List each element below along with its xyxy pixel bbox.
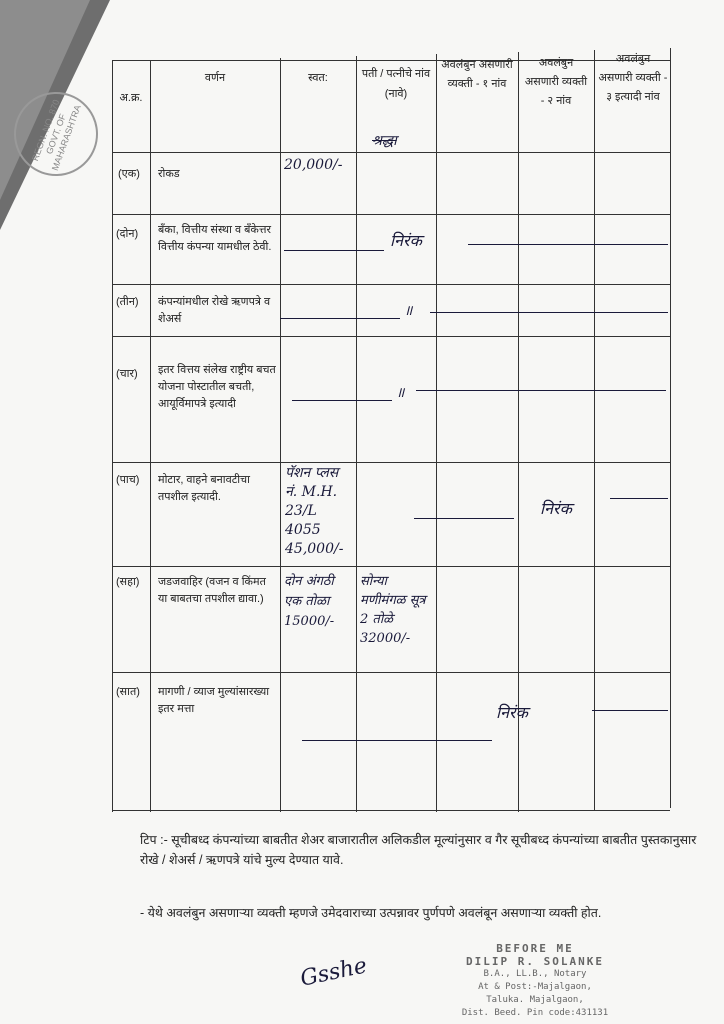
row-number: (सात) [116, 686, 140, 698]
row-number: (एक) [118, 168, 140, 180]
handwritten-jewelry-self: दोन अंगठी एक तोळा 15000/- [284, 574, 335, 629]
notary-line: B.A., LL.B., Notary [483, 969, 587, 979]
row-description: इतर वित्तय संलेख राष्ट्रीय बचत योजना पोस्टातील बचती, आयूर्विमापत्रे इत्यादी [158, 364, 276, 410]
row-description: मागणी / व्याज मुल्यांसारख्या इतर मत्ता [158, 686, 270, 715]
notary-name: DILIP R. SOLANKE [466, 955, 604, 968]
row-description: मोटार, वाहने बनावटीचा तपशील इत्यादी. [158, 474, 250, 503]
header-dependent-2: अवलंबुन असणारी व्यक्ती - २ नांव [524, 57, 588, 107]
handwritten-vehicle-details: पॅशन प्लस नं. M.H. 23/L 4055 45,000/- [285, 465, 344, 557]
notary-line: At & Post:-Majalgaon, [478, 982, 592, 992]
handwritten-entry: निरंक [496, 703, 528, 722]
handwritten-jewelry-spouse: सोन्या मणीमंगळ सूत्र 2 तोळे 32000/- [360, 574, 426, 646]
row-description: रोकड [158, 168, 180, 180]
row-number: (सहा) [116, 576, 140, 588]
notary-line: Dist. Beed. Pin code:431131 [461, 1008, 609, 1018]
row-description: बँका, वित्तीय संस्था व बँकेत्तर वित्तीय कंपन्या यामधील ठेवी. [158, 224, 272, 253]
row-number: (दोन) [116, 228, 139, 240]
header-description: वर्णन [204, 72, 226, 84]
notary-line: Taluka. Majalgaon, [486, 995, 584, 1005]
handwritten-ditto: ॥ [404, 303, 413, 319]
deponent-signature: Gsshe [298, 953, 370, 992]
row-description: कंपन्यांमधील रोखे ऋणपत्रे व शेअर्स [158, 296, 271, 325]
notary-stamp [440, 942, 630, 1020]
handwritten-spouse-name: श्रद्धा [372, 133, 397, 149]
row-number: (पाच) [116, 474, 140, 486]
handwritten-entry: निरंक [540, 499, 572, 518]
government-seal: REGN. NO. 870 GOVT. OF MAHARASHTRA [2, 80, 110, 188]
header-dependent-1: अवलंबुन असणारी व्यक्ती - १ नांव [441, 59, 513, 90]
header-serial: अ.क्र. [119, 92, 143, 104]
row-description: जडजवाहिर (वजन व किंमत या बाबतचा तपशील द्यावा.) [158, 576, 266, 605]
row-number: (तीन) [116, 296, 139, 308]
handwritten-ditto: ॥ [396, 385, 405, 401]
header-dependent-3: अवलंबुन असणारी व्यक्ती - ३ इत्यादी नांव [598, 53, 668, 103]
tip-note: टिप :- सूचीबध्द कंपन्यांच्या बाबतीत शेअर बाजारातील अलिकडील मूल्यांनुसार व गैर सूचीबध्द कंपन्यांच्या बाबतीत पुस्तकानुसार रोखे / शेअर्स / ऋणपत्रे यांचे मुल्य देण्यात यावे. [140, 833, 697, 867]
row-number: (चार) [116, 368, 138, 380]
header-self: स्वत: [308, 72, 328, 84]
header-spouse: पती / पत्नीचे नांव (नावे) [361, 68, 431, 100]
notary-line: BEFORE ME [496, 942, 574, 955]
handwritten-cash-value: 20,000/- [284, 157, 343, 173]
handwritten-entry: निरंक [390, 231, 422, 250]
dependent-note: - येथे अवलंबुन असणाऱ्या व्यक्ती म्हणजे उमेदवाराच्या उत्पन्नावर पुर्णपणे अवलंबून असणाऱ्या व्यक्ती होत. [140, 906, 602, 920]
